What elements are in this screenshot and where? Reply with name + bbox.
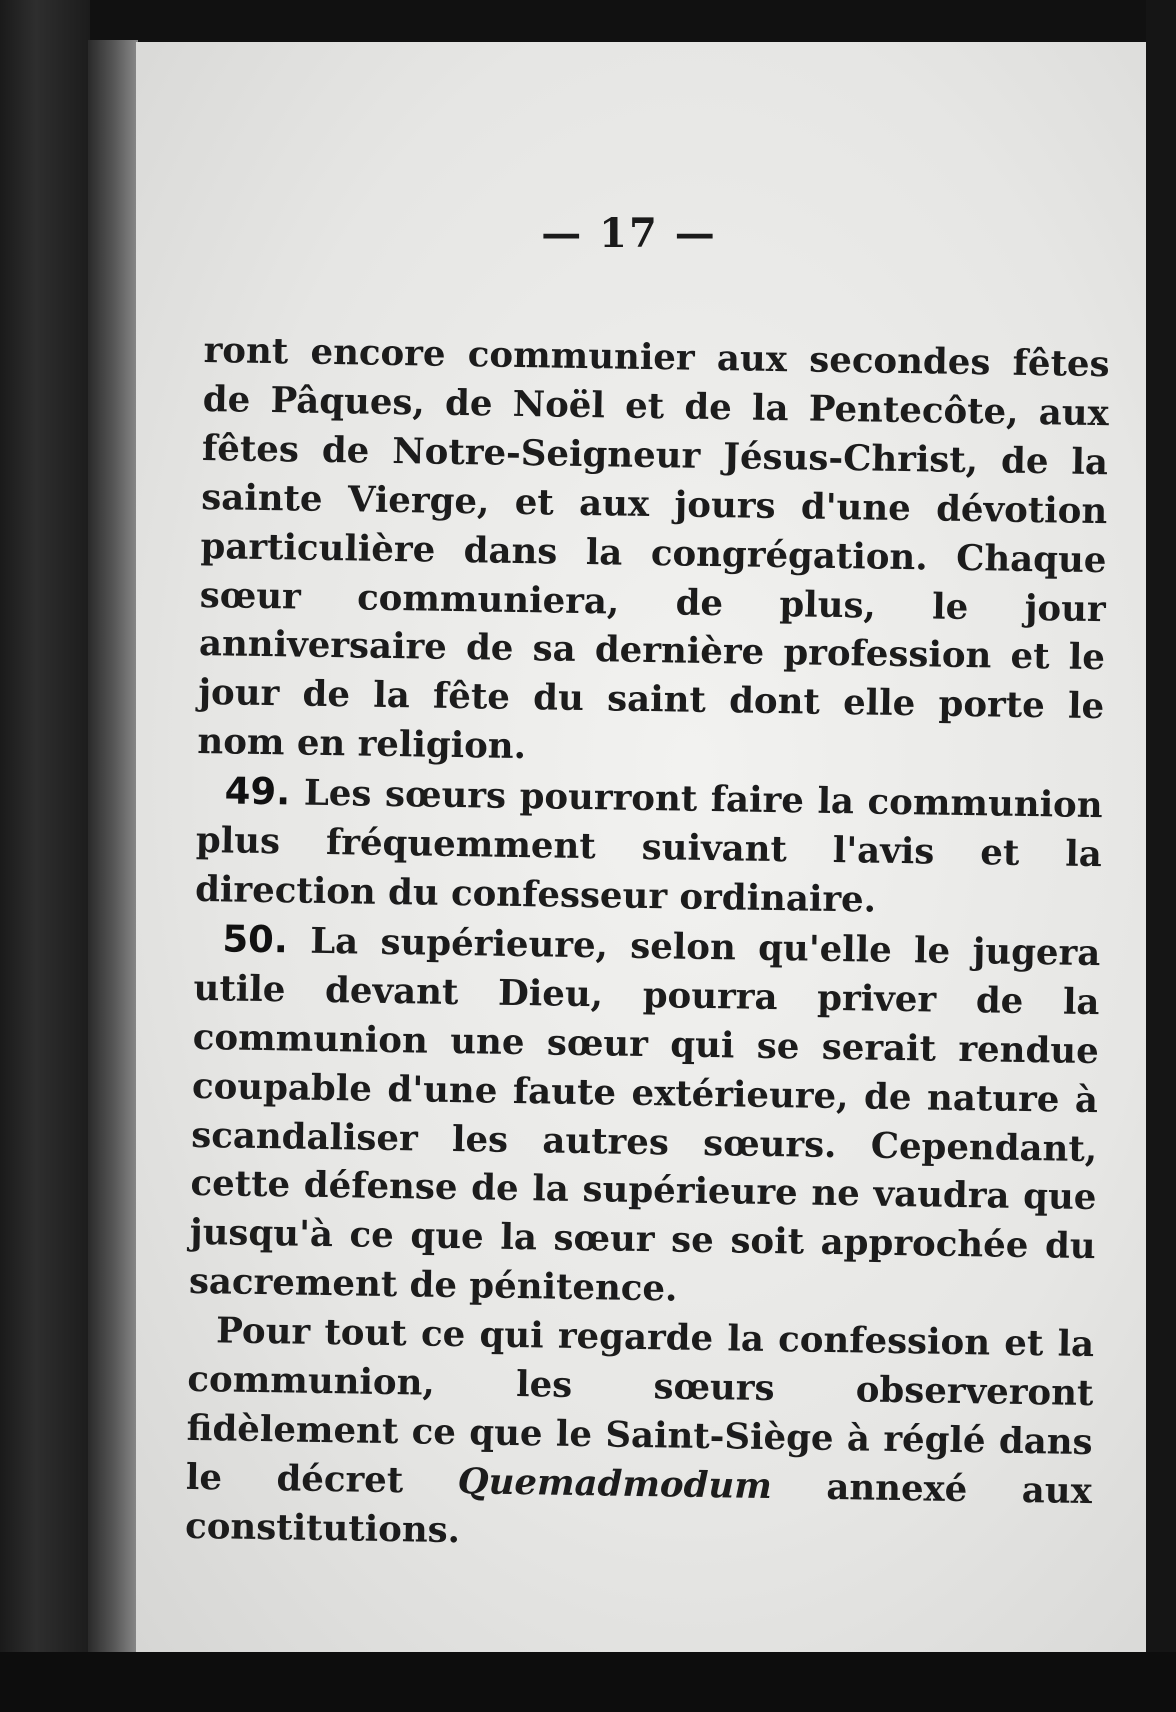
paragraph-text: Les sœurs pourront faire la communion plus fréquemment suivant l'avis et la direction du confesseur ordinaire. — [194, 772, 1103, 921]
paragraph-text: Pour tout ce qui regarde la confession et la communion, les sœurs observeront fidèlement ce que le Saint-Siège à réglé dans le décret — [185, 1310, 1095, 1502]
book-page — [136, 42, 1146, 1654]
book-gutter — [88, 40, 138, 1660]
paragraph-text: La supérieure, selon qu'elle le jugera utile devant Dieu, pourra priver de la communion une sœur qui se serait rendue coupable d'une faute extérieure, de nature à scandaliser les autres sœurs. Cependant, cette défense de la supérieure ne vaudra que jusqu'à ce que la sœur se soit approchée du sacrement de pénitence. — [188, 920, 1101, 1310]
paragraph-continuation — [197, 327, 1110, 781]
article-50 — [189, 915, 1101, 1321]
page-body — [185, 327, 1110, 1566]
article-49 — [195, 767, 1103, 929]
decree-title: Quemadmodum — [457, 1460, 773, 1507]
scan-left-edge — [0, 0, 90, 1712]
article-number: 50. — [222, 917, 289, 962]
scan-top-border — [0, 0, 1176, 42]
paragraph-text: ront encore communier aux secondes fêtes de Pâques, de Noël et de la Pentecôte, aux fêtes de Notre-Seigneur Jésus-Christ, de la sainte Vierge, et aux jours d'une dévotion particulière dans la congrégation. Chaque sœur communiera, de plus, le jour anniversaire de sa dernière profession et le jour de la fête du saint dont elle porte le nom en religion. — [197, 329, 1110, 768]
scan-bottom-border — [0, 1652, 1176, 1712]
paragraph-final — [185, 1307, 1095, 1566]
scan-right-edge — [1146, 0, 1176, 1712]
paragraph-text: annexé aux constitutions. — [184, 1466, 1093, 1551]
page-number: — 17 — — [541, 210, 717, 257]
article-number: 49. — [224, 769, 291, 814]
